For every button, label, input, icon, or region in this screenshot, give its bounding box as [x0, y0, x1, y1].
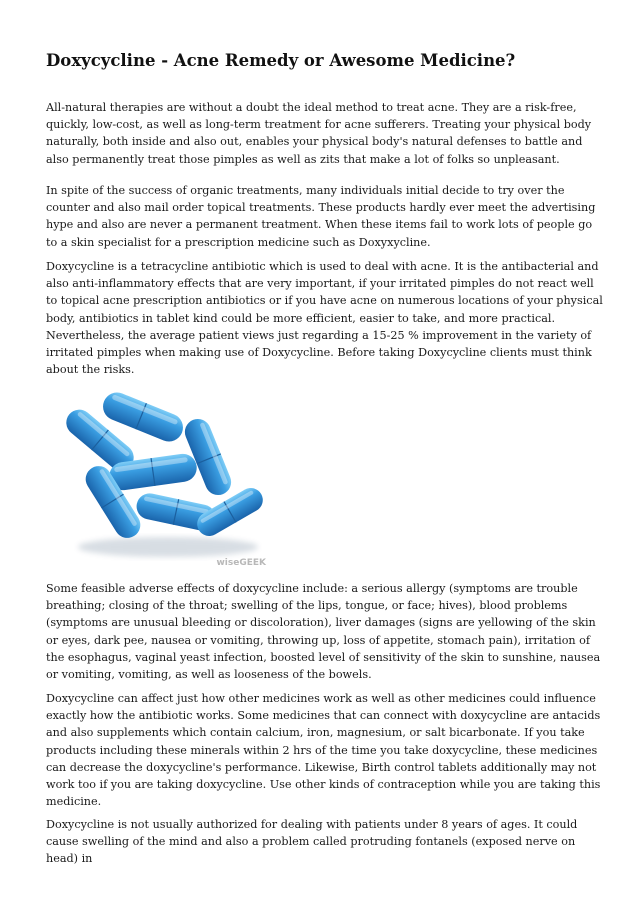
paragraph-organic-treatments: In spite of the success of organic treatments, many individuals initial decide to try over the counter and also mail order topical treatments. These products hardly ever meet the advertising hype and also are never a permanent treatment. When these items fail to work lots of people go to a skin specialist for a prescription medicine such as Doxyxycline. — [46, 184, 596, 249]
paragraph-adverse-effects: Some feasible adverse effects of doxycycline include: a serious allergy (symptoms are trouble breathing; closing of the throat; swelling of the lips, tongue, or face; hives), blood problems (symptoms are unusual bleeding or discoloration), liver damages (signs are yellowing of the skin or eyes, dark pee, nausea or vomiting, throwing up, loss of appetite, stomach pain), irritation of the esophagus, vaginal yeast infection, boosted level of sensitivity of the skin to sunshine, nausea or vomiting, vomiting, as well as looseness of the bowels. — [46, 582, 601, 682]
paragraph-natural-therapies: All-natural therapies are without a doubt the ideal method to treat acne. They are a risk-free, quickly, low-cost, as well as long-term treatment for acne sufferers. Treating your physical body naturally, both inside and also out, enables your physical body's natural defenses to battle and also permanently treat those pimples as well as zits that make a lot of folks so unpleasant. — [46, 101, 592, 166]
paragraph-drug-interactions: Doxycycline can affect just how other medicines work as well as other medicines could influence exactly how the antibiotic works. Some medicines that can connect with doxycycline are antacids and also supplements which contain calcium, iron, magnesium, or salt bicarbonate. If you take products including these minerals within 2 hrs of the time you take doxycycline, these medicines can decrease the doxycycline's performance. Likewise, Birth control tablets additionally may not work too if you are taking doxycycline. Use other kinds of contraception while you are taking this medicine. — [46, 692, 601, 809]
blue-capsules-photo — [58, 362, 272, 570]
figure-watermark: wiseGEEK — [216, 558, 266, 568]
paragraph-doxycycline-antibiotic: Doxycycline is a tetracycline antibiotic which is used to deal with acne. It is the antibacterial and also anti-inflammatory effects that are very important, if your irritated pimples do not react well to topical acne prescription antibiotics or if you have acne on numerous locations of your physical body, antibiotics in tablet kind could be more efficient, easier to take, and more practical. Nevertheless, the average patient views just regarding a 15-25 % improvement in the variety of irritated pimples when making use of Doxycycline. Before taking Doxycycline clients must think about the risks. — [46, 260, 603, 377]
capsules-figure — [58, 362, 272, 570]
paragraph-age-restriction: Doxycycline is not usually authorized for dealing with patients under 8 years of ages. It could cause swelling of the mind and also a problem called protruding fontanels (exposed nerve on head) in — [46, 818, 578, 866]
document-title: Doxycycline - Acne Remedy or Awesome Medicine? — [46, 51, 516, 70]
capsule-shadows — [78, 537, 258, 557]
